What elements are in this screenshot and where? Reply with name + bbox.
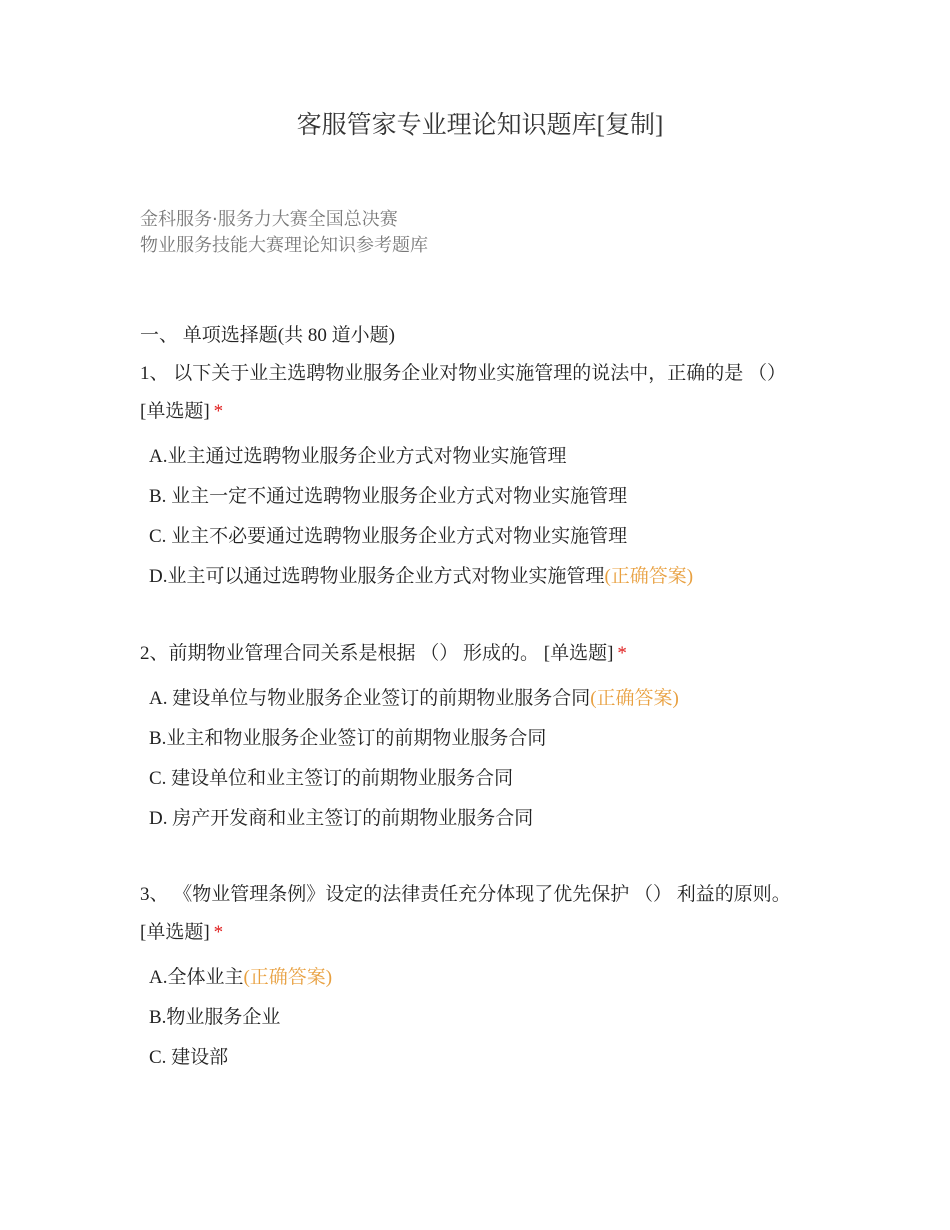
required-mark: * <box>617 643 627 664</box>
question-text <box>140 355 812 431</box>
option-c: C. 建设部 <box>149 1047 229 1068</box>
option-b: B.物业服务企业 <box>149 1007 281 1028</box>
options-list <box>140 679 812 839</box>
option-b: B.业主和物业服务企业签订的前期物业服务合同 <box>149 728 547 749</box>
option-c: C. 建设单位和业主签订的前期物业服务合同 <box>149 768 514 789</box>
option-a <box>140 679 812 719</box>
question-3-text: 3、 《物业管理条例》设定的法律责任充分体现了优先保护 （） 利益的原则。 [单选题] <box>140 884 791 943</box>
question-2 <box>140 635 812 839</box>
options-list <box>140 437 812 597</box>
option-a: A.业主通过选聘物业服务企业方式对物业实施管理 <box>149 446 567 467</box>
option-c: C. 业主不必要通过选聘物业服务企业方式对物业实施管理 <box>149 526 628 547</box>
required-mark: * <box>213 922 224 943</box>
required-mark: * <box>213 401 224 422</box>
subtitle-line: 金科服务·服务力大赛全国总决赛 <box>140 209 398 230</box>
document-subtitle <box>140 207 428 259</box>
question-text <box>140 635 812 673</box>
options-list <box>140 958 812 1078</box>
subtitle-line: 物业服务技能大赛理论知识参考题库 <box>140 235 428 256</box>
correct-answer-label: (正确答案) <box>590 688 679 709</box>
correct-answer-label: (正确答案) <box>604 566 694 587</box>
option-d-text: D.业主可以通过选聘物业服务企业方式对物业实施管理 <box>149 566 605 587</box>
section-heading: 一、 单项选择题(共 80 道小题) <box>140 325 395 346</box>
document-title: 客服管家专业理论知识题库[复制] <box>296 112 664 139</box>
option-b: B. 业主一定不通过选聘物业服务企业方式对物业实施管理 <box>149 486 628 507</box>
question-text <box>140 876 812 952</box>
option-d: D. 房产开发商和业主签订的前期物业服务合同 <box>149 808 534 829</box>
question-2-text: 2、前期物业管理合同关系是根据 （） 形成的。 [单选题] <box>140 643 614 664</box>
correct-answer-label: (正确答案) <box>243 967 333 988</box>
option-a <box>140 958 812 998</box>
question-1-text: 1、 以下关于业主选聘物业服务企业对物业实施管理的说法中，正确的是 （） [单选题] <box>140 363 787 422</box>
option-d <box>140 557 812 597</box>
question-1 <box>140 355 812 597</box>
option-a-text: A. 建设单位与物业服务企业签订的前期物业服务合同 <box>149 688 591 709</box>
question-3 <box>140 876 812 1078</box>
option-a-text: A.全体业主 <box>149 967 244 988</box>
